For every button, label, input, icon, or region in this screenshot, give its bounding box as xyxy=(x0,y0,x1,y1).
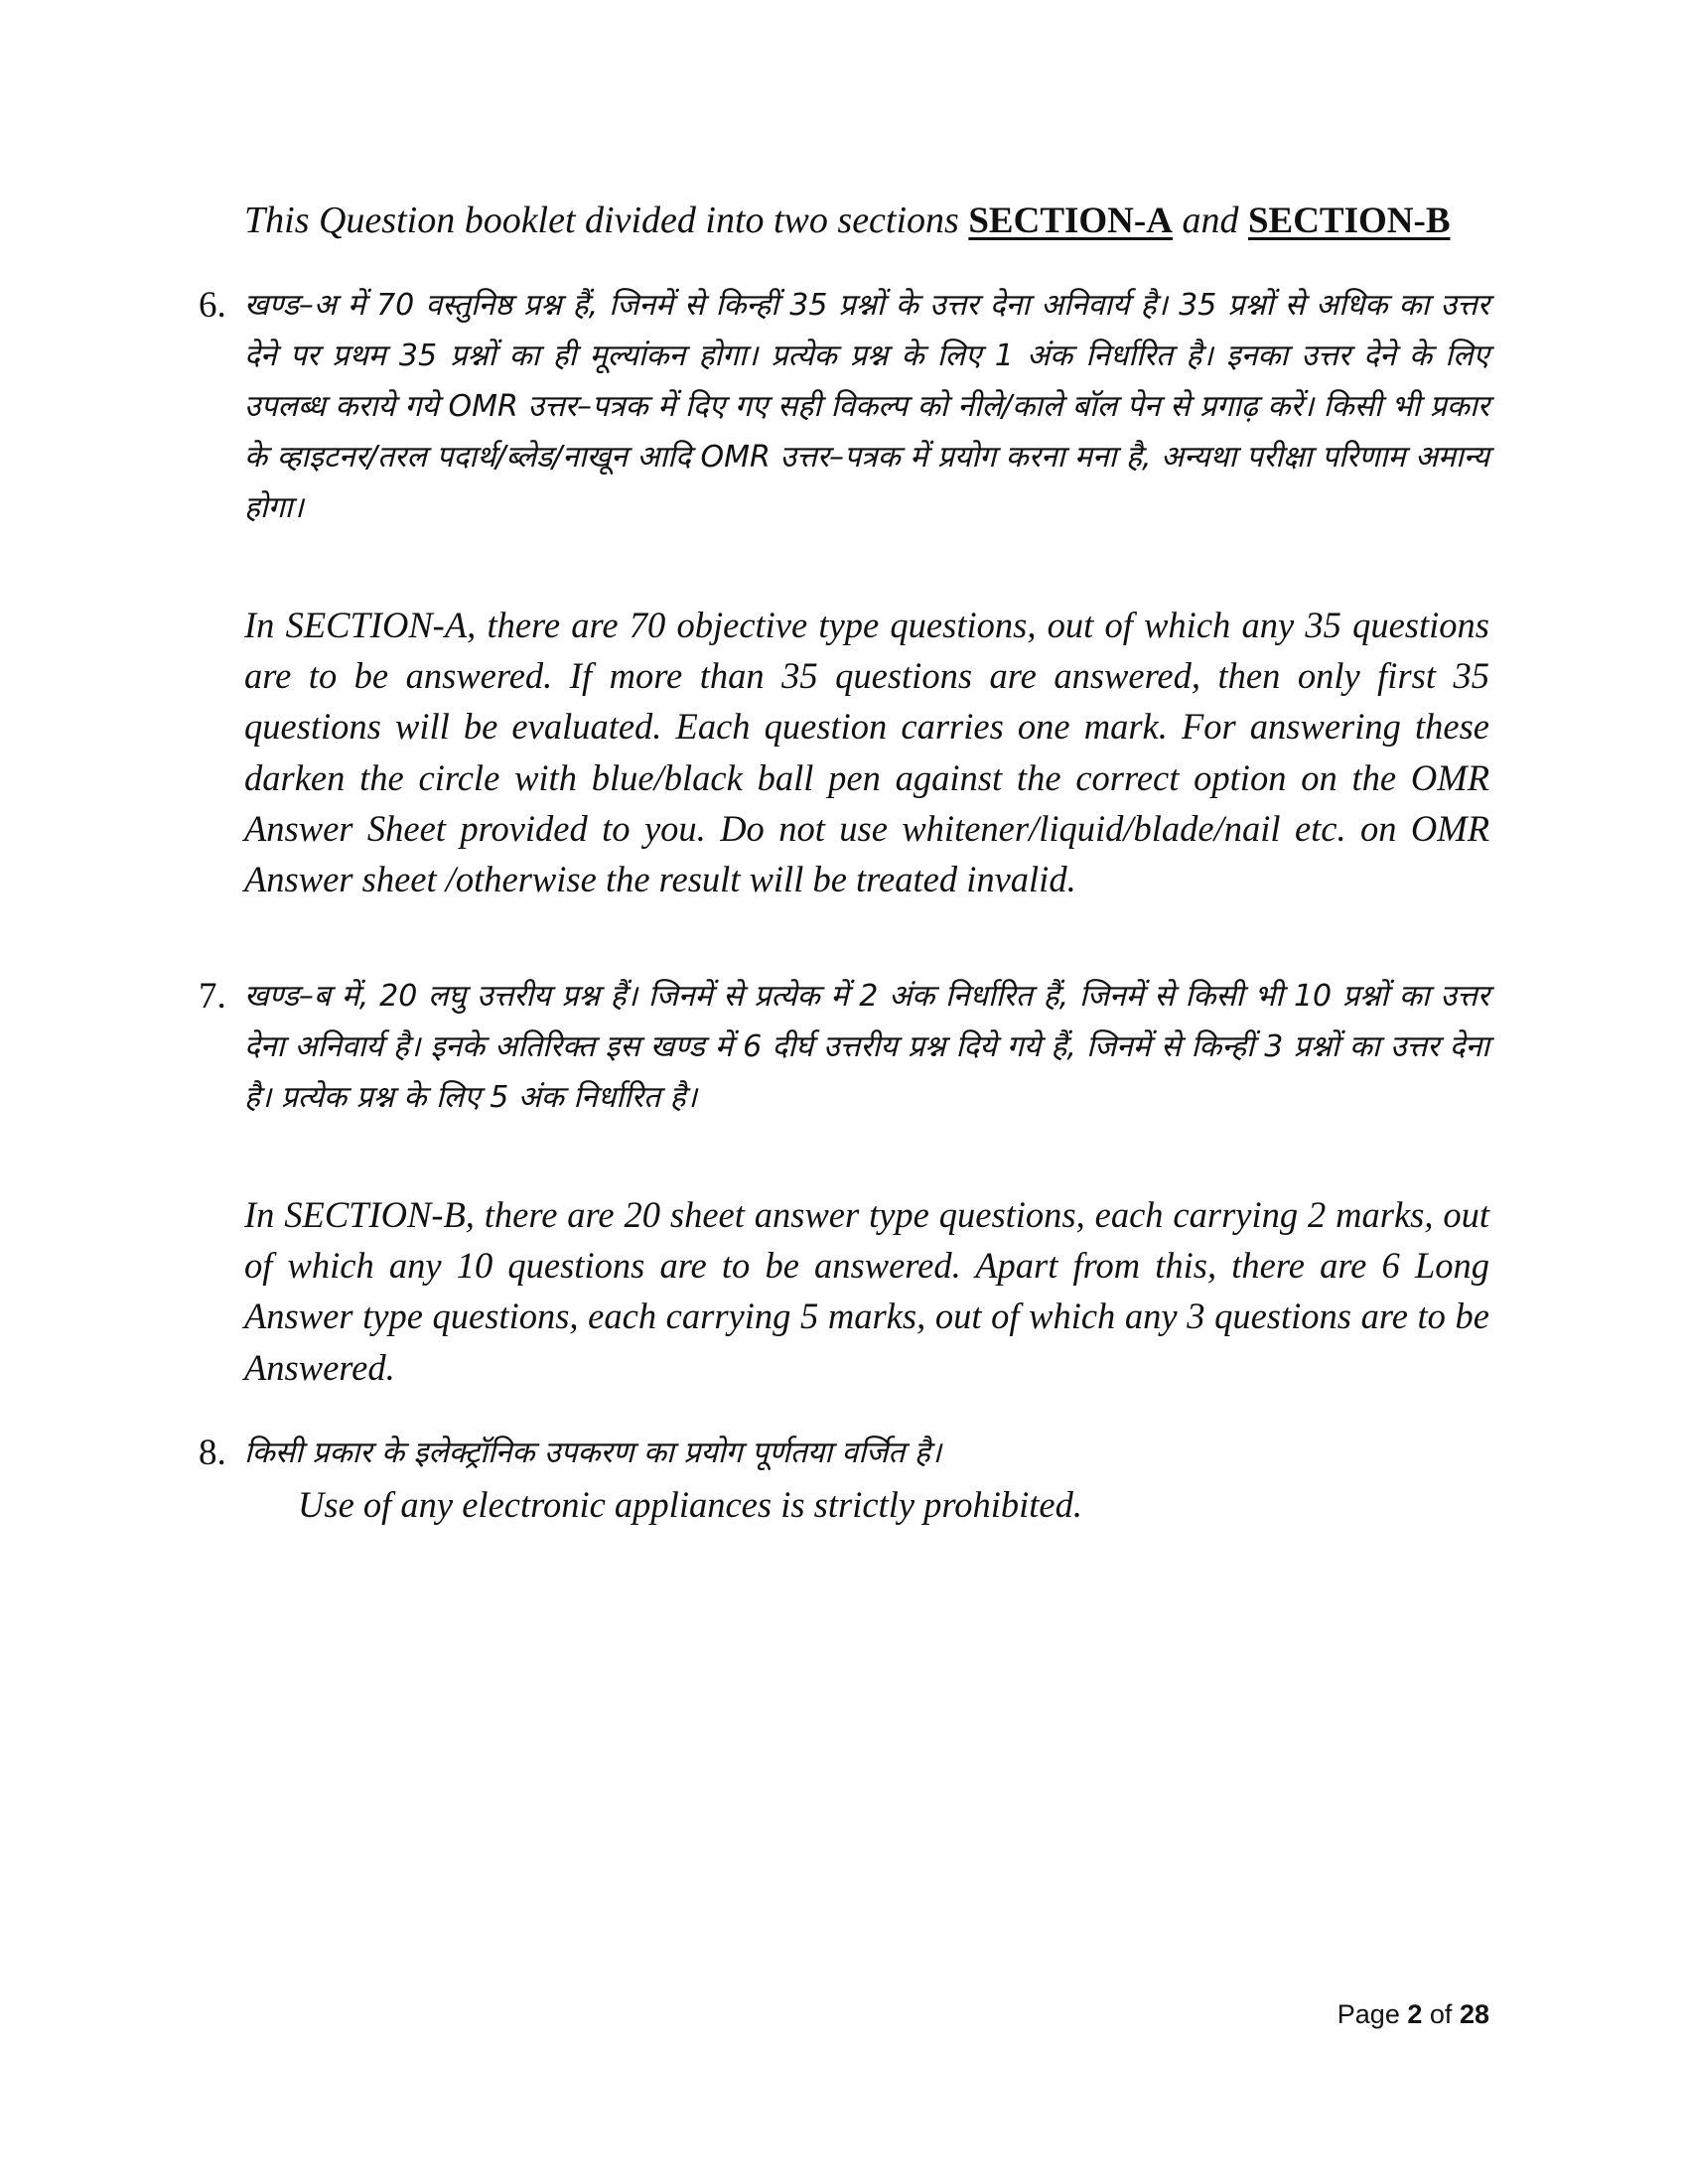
instruction-hindi: किसी प्रकार के इलेक्ट्रॉनिक उपकरण का प्रयोग पूर्णतया वर्जित है। xyxy=(244,1435,942,1470)
section-a-label: SECTION-A xyxy=(968,201,1173,241)
page-current: 2 xyxy=(1407,1999,1423,2029)
item-number: 6. xyxy=(199,285,226,326)
intro-and: and xyxy=(1182,200,1239,241)
page-label: Page xyxy=(1336,1999,1400,2029)
page-footer xyxy=(1337,1999,1489,2030)
section-b-label: SECTION-B xyxy=(1247,201,1451,241)
intro-text: This Question booklet divided into two sections xyxy=(244,200,959,241)
booklet-intro xyxy=(244,195,1485,247)
instruction-hindi: खण्ड–ब में, 20 लघु उत्तरीय प्रश्न हैं। जिनमें से प्रत्येक में 2 अंक निर्धारित हैं, जिनमें से किसी भी 10 प्रश्नों का उत्तर देना अनिवार्य है। इनके अतिरिक्त इस खण्ड में 6 दीर्घ उत्तरीय प्रश्न दिये गये हैं, जिनमें से किन्हीं 3 प्रश्नों का उत्तर देना है। प्रत्येक प्रश्न के लिए 5 अंक निर्धारित है। xyxy=(244,979,1489,1115)
instruction-hindi: खण्ड–अ में 70 वस्तुनिष्ठ प्रश्न हैं, जिनमें से किन्हीं 35 प्रश्नों के उत्तर देना अनिवार्य है। 35 प्रश्नों से अधिक का उत्तर देने पर प्रथम 35 प्रश्नों का ही मूल्यांकन होगा। प्रत्येक प्रश्न के लिए 1 अंक निर्धारित है। इनका उत्तर देने के लिए उपलब्ध कराये गये OMR उत्तर–पत्रक में दिए गए सही विकल्प को नीले/काले बॉल पेन से प्रगाढ़ करें। किसी भी प्रकार के व्हाइटनर/तरल पदार्थ/ब्लेड/नाखून आदि OMR उत्तर–पत्रक में प्रयोग करना मना है, अन्यथा परीक्षा परिणाम अमान्य होगा। xyxy=(244,288,1489,525)
instruction-english: Use of any electronic appliances is strictly prohibited. xyxy=(298,1484,1083,1525)
page-of-label: of xyxy=(1429,1999,1453,2029)
page-total: 28 xyxy=(1459,1999,1489,2029)
item-number: 7. xyxy=(199,976,226,1017)
item-number: 8. xyxy=(199,1433,226,1473)
instruction-english: In SECTION-B, there are 20 sheet answer type questions, each carrying 2 marks, out of which any 10 questions are to be answered. Apart from this, there are 6 Long Answer type questions, each carrying 5 marks, out of which any 3 questions are to be Answered. xyxy=(244,1194,1489,1388)
instruction-english: In SECTION-A, there are 70 objective type questions, out of which any 35 questions are to be answered. If more than 35 questions are answered, then only first 35 questions will be evaluated. Each question carries one mark. For answering these darken the circle with blue/black ball pen against the correct option on the OMR Answer Sheet provided to you. Do not use whitener/liquid/blade/nail etc. on OMR Answer sheet /otherwise the result will be treated invalid. xyxy=(244,605,1489,900)
